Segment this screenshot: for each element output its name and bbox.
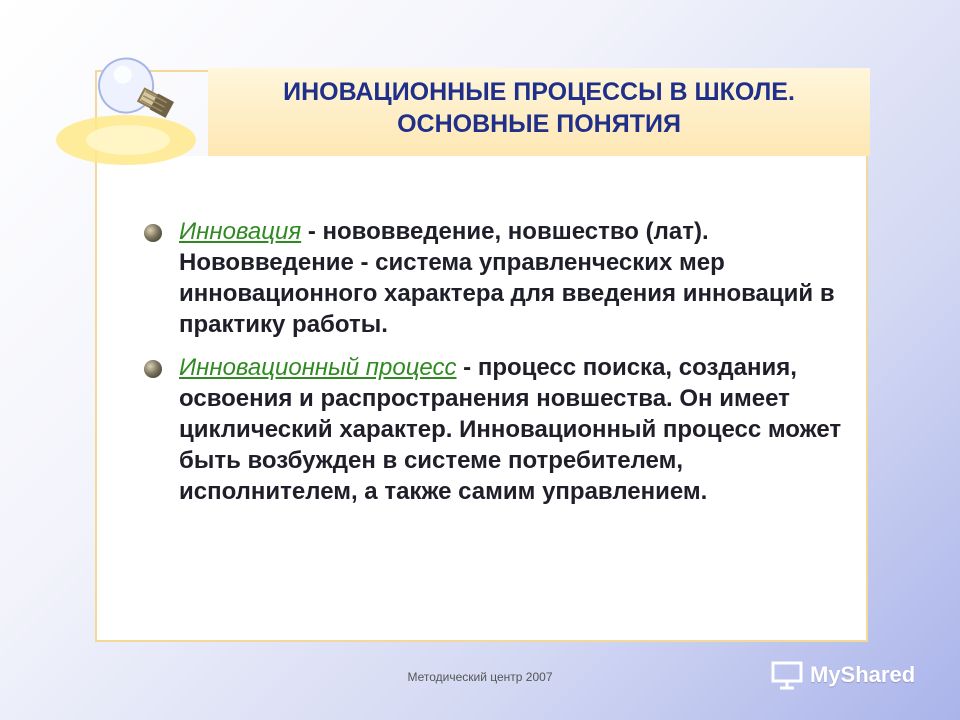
definition-innovation-process: - процесс поиска, создания, освоения и распространения новшества. Он имеет циклический характер. Инновационный процесс может быть возбужден в системе потребителем, исполнителем, а также самим управлением.	[179, 354, 842, 505]
footer-text: Методический центр 2007	[407, 670, 553, 684]
slide-title	[208, 76, 870, 140]
bullet-item-process	[144, 352, 849, 507]
title-line-1: ИНОВАЦИОННЫЕ ПРОЦЕССЫ В ШКОЛЕ.	[283, 78, 795, 106]
sphere-bullet-icon	[144, 360, 162, 378]
lightbulb-icon	[38, 48, 208, 178]
sphere-bullet-icon	[144, 224, 162, 242]
bullet-item-innovation	[144, 216, 849, 340]
term-innovation-process: Инновационный процесс	[179, 354, 457, 381]
brand-logo	[770, 657, 940, 693]
definition-innovation: - нововведение, новшество (лат). Нововведение - система управленческих мер инновационного характера для введения инноваций в практику работы.	[179, 218, 835, 338]
brand-name: MyShared	[810, 662, 916, 687]
term-innovation: Инновация	[179, 218, 302, 245]
bullet-list	[144, 216, 849, 519]
presentation-icon	[770, 660, 804, 690]
title-line-2: ОСНОВНЫЕ ПОНЯТИЯ	[397, 110, 681, 138]
